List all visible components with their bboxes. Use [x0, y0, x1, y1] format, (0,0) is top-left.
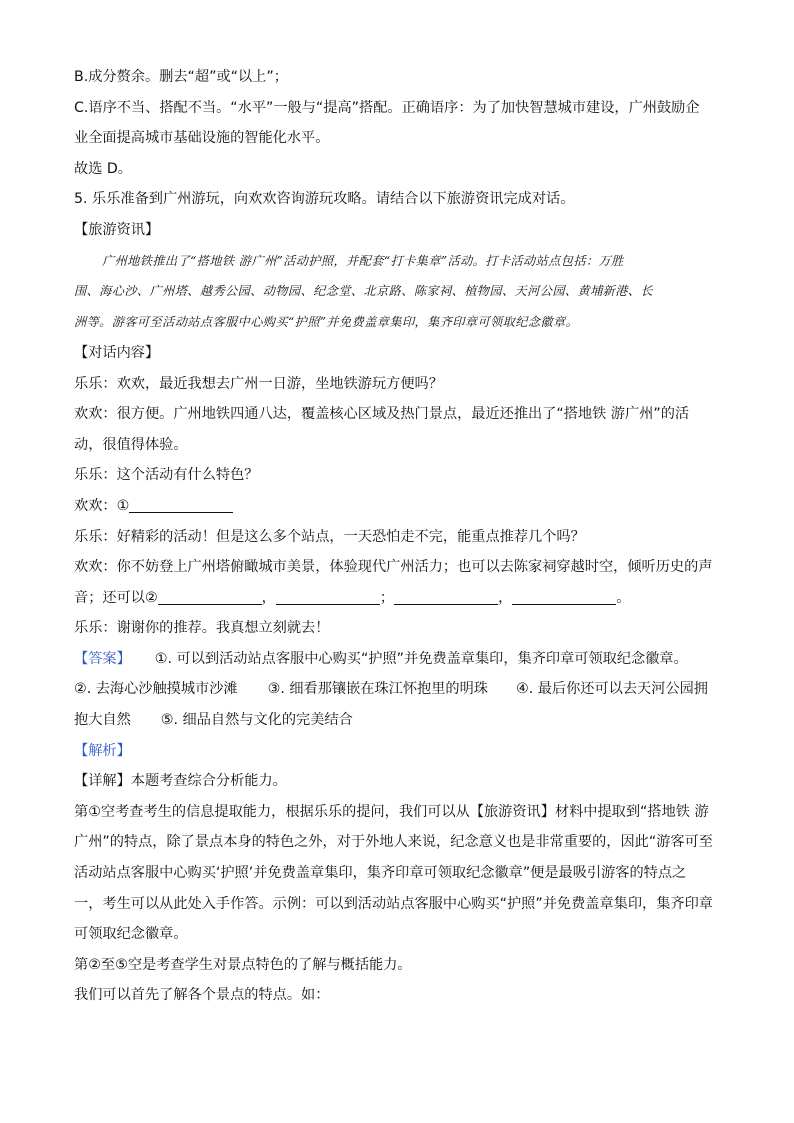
- comma-2: ，: [498, 589, 513, 606]
- answer-line-3: [74, 705, 726, 736]
- option-b-line: B.成分赘余。删去“超”或“以上”；: [74, 69, 288, 85]
- semicolon-1: ；: [379, 589, 395, 606]
- dialog-line-6b: [74, 583, 726, 614]
- explain-line-7: 我们可以首先了解各个景点的特点。如：: [74, 987, 330, 1004]
- explain-line-3: 活动站点客服中心购买‘护照’并免费盖章集印，集齐印章可领取纪念徽章”便是最吸引游客的特点之: [74, 865, 687, 882]
- answer-blank-1: [129, 497, 233, 513]
- question-5: 5. 乐乐准备到广州游玩，向欢欢咨询游玩攻略。请结合以下旅游资讯完成对话。: [74, 191, 575, 208]
- dialog-line-2b: 动，很值得体验。: [74, 436, 188, 453]
- dialog-line-5: 乐乐：好精彩的活动！但是这么多个站点，一天恐怕走不完，能重点推荐几个吗？: [74, 528, 585, 545]
- dialog-line-4-text: 欢欢：①: [74, 497, 130, 514]
- dialog-line-6a: 欢欢：你不妨登上广州塔俯瞰城市美景，体验现代广州活力；也可以去陈家祠穿越时空，倾听历史的声: [74, 559, 713, 576]
- answer-blank-4: [394, 589, 498, 605]
- answer-2: ②. 去海心沙触摸城市沙滩: [74, 681, 238, 698]
- dialog-line-7: 乐乐：谢谢你的推荐。我真想立刻就去！: [74, 620, 330, 637]
- explain-line-4: 一，考生可以从此处入手作答。示例：可以到活动站点客服中心购买“护照”并免费盖章集印，集齐印章: [74, 895, 713, 912]
- answer-blank-3: [276, 589, 380, 605]
- explain-line-2: 广州”的特点，除了景点本身的特色之外，对于外地人来说，纪念意义也是非常重要的，因此“游客可至: [74, 834, 713, 851]
- explain-line-1: 第①空考查考生的信息提取能力，根据乐乐的提问，我们可以从【旅游资讯】材料中提取到“搭地铁 游: [74, 803, 709, 820]
- choose-line: 故选 D。: [74, 160, 132, 177]
- info-line-2: 围、海心沙、广州塔、越秀公园、动物园、纪念堂、北京路、陈家祠、植物园、天河公园、黄埔新港、长: [74, 284, 654, 299]
- analysis-line: [74, 736, 726, 767]
- dialog-line-3: 乐乐：这个活动有什么特色？: [74, 467, 259, 484]
- answer-3: ③. 细看那镶嵌在珠江怀抱里的明珠: [267, 681, 488, 698]
- dialog-line-4: [74, 491, 726, 522]
- dialog-line-6b-text: 音；还可以②: [74, 589, 158, 606]
- answer-5: ⑤. 细品自然与文化的完美结合: [160, 712, 353, 729]
- answer-blank-5: [512, 589, 616, 605]
- option-c-line-1: C.语序不当、搭配不当。“水平”一般与“提高”搭配。正确语序：为了加快智慧城市建设，广州鼓励企: [74, 99, 700, 116]
- info-line-1: 广州地铁推出了“搭地铁 游广州”活动护照，并配套“打卡集章”活动。打卡活动站点包括：万胜: [102, 253, 624, 268]
- info-line-3: 洲等。游客可至活动站点客服中心购买“护照”并免费盖章集印，集齐印章可领取纪念徽章。: [74, 315, 579, 330]
- answer-tag: 【答案】: [74, 650, 131, 667]
- option-c-line-2: 业全面提高城市基础设施的智能化水平。: [74, 130, 330, 147]
- explain-line-5: 可领取纪念徽章。: [74, 926, 188, 943]
- analysis-tag: 【解析】: [74, 742, 131, 759]
- explain-line-6: 第②至⑤空是考查学生对景点特色的了解与概括能力。: [74, 956, 412, 973]
- comma-1: ，: [261, 589, 276, 606]
- period-1: 。: [616, 589, 631, 606]
- answer-1: ①. 可以到活动站点客服中心购买“护照”并免费盖章集印，集齐印章可领取纪念徽章。: [154, 650, 688, 667]
- answer-blank-2: [158, 589, 262, 605]
- detail-line: 【详解】本题考查综合分析能力。: [74, 773, 287, 790]
- info-header: 【旅游资讯】: [74, 221, 160, 238]
- dialog-line-2a: 欢欢：很方便。广州地铁四通八达，覆盖核心区域及热门景点，最近还推出了“搭地铁 游广州”的活: [74, 406, 690, 423]
- document-page: [74, 62, 726, 1011]
- dialog-header: 【对话内容】: [74, 344, 160, 361]
- dialog-line-1: 乐乐：欢欢，最近我想去广州一日游，坐地铁游玩方便吗？: [74, 375, 443, 392]
- answer-4: ④. 最后你还可以去天河公园拥: [516, 681, 708, 698]
- answer-4-cont: 抱大自然: [74, 712, 131, 729]
- answer-line-2: [74, 674, 726, 705]
- answer-line-1: [74, 644, 726, 675]
